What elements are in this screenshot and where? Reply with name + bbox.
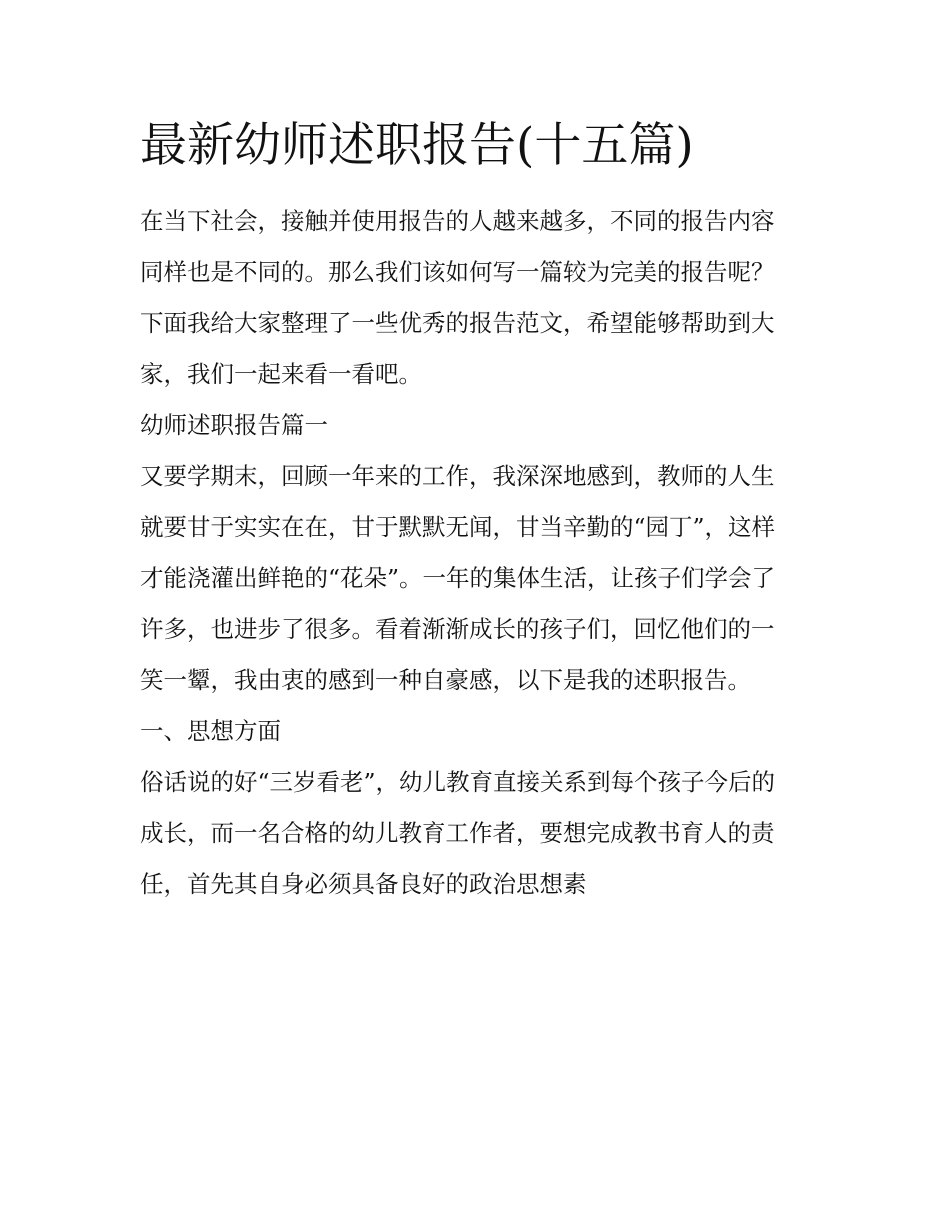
text-line-intro-1: 在当下社会，接触并使用报告的人越来越多，不同的报告内容 xyxy=(140,207,775,235)
text-line-intro-3: 下面我给大家整理了一些优秀的报告范文，希望能够帮助到大 xyxy=(140,309,775,337)
subheading-ideology: 一、思想方面 xyxy=(140,717,281,745)
text-line-body-7: 成长，而一名合格的幼儿教育工作者，要想完成教书育人的责 xyxy=(140,819,775,847)
text-line-body-2: 就要甘于实实在在，甘于默默无闻，甘当辛勤的“园丁”，这样 xyxy=(140,513,776,541)
document-content xyxy=(140,112,820,910)
text-line-body-6: 俗话说的好“三岁看老”，幼儿教育直接关系到每个孩子今后的 xyxy=(140,768,776,796)
text-line-body-3: 才能浇灌出鲜艳的“花朵”。一年的集体生活，让孩子们学会了 xyxy=(140,564,776,592)
text-line-intro-4: 家，我们一起来看一看吧。 xyxy=(140,360,422,388)
text-line-intro-2: 同样也是不同的。那么我们该如何写一篇较为完美的报告呢？ xyxy=(140,258,775,286)
section-heading-part-one: 幼师述职报告篇一 xyxy=(140,411,328,439)
text-line-body-8: 任，首先其自身必须具备良好的政治思想素 xyxy=(140,870,587,898)
text-line-body-1: 又要学期末，回顾一年来的工作，我深深地感到，教师的人生 xyxy=(140,462,775,490)
document-title: 最新幼师述职报告(十五篇) xyxy=(140,118,694,173)
text-line-body-4: 许多，也进步了很多。看着渐渐成长的孩子们，回忆他们的一 xyxy=(140,615,775,643)
text-line-body-5: 笑一颦，我由衷的感到一种自豪感，以下是我的述职报告。 xyxy=(140,666,751,694)
